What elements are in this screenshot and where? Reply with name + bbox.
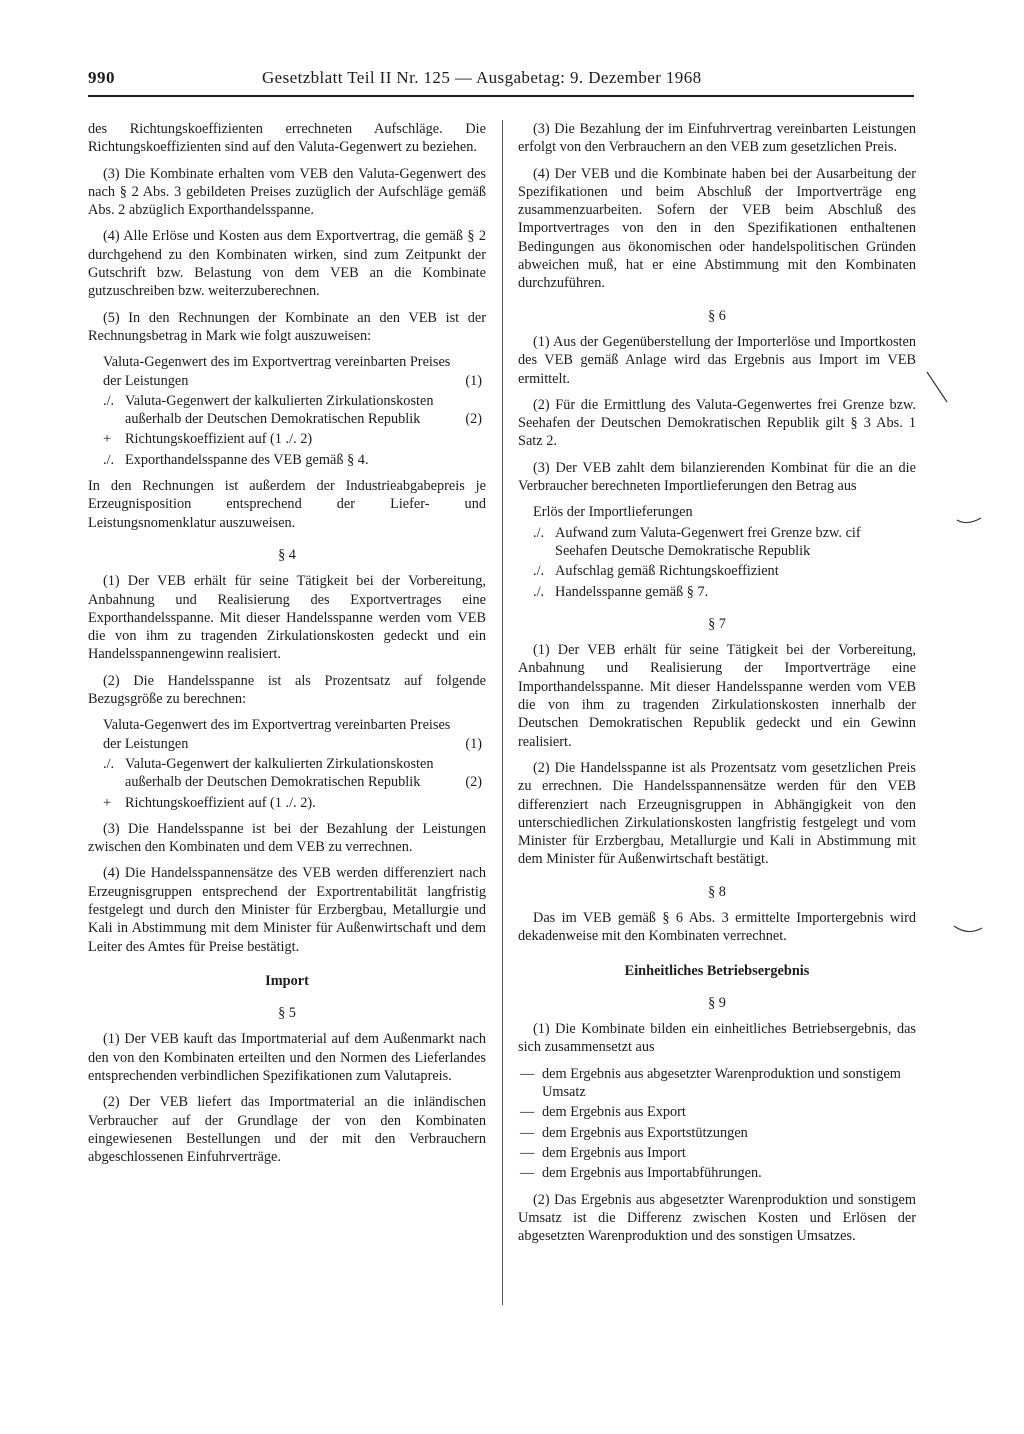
calc-text: Valuta-Gegenwert des im Exportvertrag vereinbarten Preises der Leistungen [103, 717, 451, 752]
calculation-scheme-1 [88, 353, 486, 469]
calc-operator: ./. [103, 392, 115, 409]
paragraph: (1) Aus der Gegenüberstellung der Importerlöse und Importkosten des VEB gemäß Anlage wird das Ergebnis aus Import im VEB ermittelt. [518, 333, 916, 387]
calc-line [533, 562, 916, 580]
calc-text: Valuta-Gegenwert der kalkulierten Zirkulationskosten außerhalb der Deutschen Demokratischen Republik [125, 392, 434, 428]
paragraph: (5) In den Rechnungen der Kombinate an den VEB ist der Rechnungsbetrag in Mark wie folgt auszuweisen: [88, 309, 486, 344]
calc-line [103, 353, 486, 390]
section-heading-4: § 4 [278, 546, 296, 563]
calc-text: Aufschlag gemäß Richtungskoeffizient [555, 563, 779, 580]
paragraph: (4) Der VEB und die Kombinate haben bei der Ausarbeitung der Spezifikationen und beim Abschluß der Importverträge eng zusammenzuarbeiten. Sofern der VEB beim Abschluß des Importvertrages von den in den Spezifikationen enthaltenen Bedingungen aus ökonomischen oder handelspolitischen Gründen abweichen muß, hat er eine Abstimmung mit den Kombinaten durchzuführen. [518, 165, 916, 292]
list-item-text: dem Ergebnis aus Export [542, 1104, 686, 1121]
calc-tag: (1) [465, 372, 482, 389]
calc-tag: (2) [465, 774, 482, 791]
list-item [518, 1124, 916, 1142]
margin-pencil-mark [925, 370, 951, 406]
right-column [518, 120, 916, 1253]
calc-line [533, 503, 916, 521]
calc-line [103, 716, 486, 753]
paragraph: (3) Der VEB zahlt dem bilanzierenden Kombinat für die an die Verbraucher berechneten Importlieferungen den Betrag aus [518, 459, 916, 495]
calc-line [533, 524, 916, 561]
calc-line [103, 451, 486, 469]
list-item-text: dem Ergebnis aus Exportstützungen [542, 1124, 748, 1141]
paragraph: (1) Der VEB erhält für seine Tätigkeit bei der Vorbereitung, Anbahnung und Realisierung der Importverträge eine Importhandelsspanne. Mit dieser Handelsspanne werden vom VEB die von ihm zu tragenden Zirkulationskosten innerhalb der Deutschen Demokratischen Republik gedeckt und ein Gewinn realisiert. [518, 642, 916, 750]
section-title-import: Import [265, 972, 309, 989]
dash-bullet: — [520, 1144, 535, 1161]
paragraph: des Richtungskoeffizienten errechneten Aufschläge. Die Richtungskoeffizienten sind auf den Valuta-Gegenwert zu beziehen. [88, 121, 486, 156]
paragraph: (4) Die Handelsspannensätze des VEB werden differenziert nach Erzeugnisgruppen entsprechend der Exportrentabilität langfristig festgelegt und durch den Minister für Erzbergbau, Metallurgie und Kali in Abstimmung mit dem Minister für Außenwirtschaft und dem Leiter des Amtes für Preise bestätigt. [88, 865, 486, 955]
list-item-text: dem Ergebnis aus Importabführungen. [542, 1165, 762, 1182]
paragraph: (3) Die Handelsspanne ist bei der Bezahlung der Leistungen zwischen den Kombinaten und dem VEB zu verrechnen. [88, 820, 486, 856]
paragraph: In den Rechnungen ist außerdem der Industrieabgabepreis je Erzeugnisposition entsprechend der Liefer- und Leistungsnomenklatur auszuweisen. [88, 478, 486, 531]
list-item-text: dem Ergebnis aus abgesetzter Warenproduktion und sonstigem Umsatz [542, 1065, 901, 1101]
list-item [518, 1065, 916, 1102]
calc-operator: + [103, 794, 112, 811]
calc-line [103, 755, 486, 792]
paragraph: (2) Das Ergebnis aus abgesetzter Warenproduktion und sonstigem Umsatz ist die Differenz zwischen Kosten und Erlösen der abgesetzten Warenproduktion und des sonstigen Umsatzes. [518, 1191, 916, 1245]
paragraph: (3) Die Kombinate erhalten vom VEB den Valuta-Gegenwert des nach § 2 Abs. 3 gebildeten Preises zuzüglich der Aufschläge gemäß Abs. 2 abzüglich Exporthandelsspanne. [88, 165, 486, 219]
list-item-text: dem Ergebnis aus Import [542, 1144, 686, 1161]
list-item [518, 1103, 916, 1121]
paragraph: (4) Alle Erlöse und Kosten aus dem Exportvertrag, die gemäß § 2 durchgehend zu den Kombinaten wirken, sind zum Zeitpunkt der Gutschrift bzw. Belastung von dem VEB an die Kombinate gutzuschreiben bzw. weiterzuberechnen. [88, 228, 486, 300]
margin-pencil-mark [952, 922, 986, 938]
calc-text: Handelsspanne gemäß § 7. [555, 583, 709, 600]
dash-bullet: — [520, 1104, 535, 1121]
section-heading-6: § 6 [708, 307, 726, 324]
list-item [518, 1144, 916, 1162]
paragraph: Das im VEB gemäß § 6 Abs. 3 ermittelte Importergebnis wird dekadenweise mit den Kombinaten verrechnet. [518, 909, 916, 945]
calc-line [103, 794, 486, 812]
paragraph: (1) Der VEB kauft das Importmaterial auf dem Außenmarkt nach den von den Kombinaten erteilten und den Normen des Lieferlandes entsprechenden verbindlichen Spezifikationen zum Valutapreis. [88, 1031, 486, 1085]
page-number: 990 [88, 68, 115, 87]
margin-pencil-mark [955, 512, 985, 528]
paragraph: (2) Der VEB liefert das Importmaterial an die inländischen Verbraucher auf der Grundlage der von den Kombinaten eingewiesenen Bestellungen und der mit den Verbrauchern abgeschlossenen Einfuhrverträge. [88, 1094, 486, 1166]
section-heading-7: § 7 [708, 615, 726, 632]
result-components-list [518, 1065, 916, 1183]
dash-bullet: — [520, 1165, 535, 1182]
paragraph: (1) Die Kombinate bilden ein einheitliches Betriebsergebnis, das sich zusammensetzt aus [518, 1021, 916, 1056]
calc-operator: ./. [533, 583, 545, 600]
calculation-scheme-3 [518, 503, 916, 600]
calc-text: Valuta-Gegenwert der kalkulierten Zirkulationskosten außerhalb der Deutschen Demokratischen Republik [125, 755, 434, 791]
left-column [88, 120, 486, 1175]
section-heading-9: § 9 [708, 994, 726, 1011]
calc-line [533, 583, 916, 601]
running-head: Gesetzblatt Teil II Nr. 125 — Ausgabetag: 9. Dezember 1968 [262, 68, 702, 87]
column-divider [502, 120, 503, 1305]
calc-text: Richtungskoeffizient auf (1 ./. 2) [125, 431, 313, 448]
paragraph: (3) Die Bezahlung der im Einfuhrvertrag vereinbarten Leistungen erfolgt von den Verbrauchern an den VEB zum gesetzlichen Preis. [518, 121, 916, 156]
header-rule [88, 95, 914, 97]
calc-operator: ./. [103, 451, 115, 468]
list-item [518, 1164, 916, 1182]
dash-bullet: — [520, 1124, 535, 1141]
paragraph: (1) Der VEB erhält für seine Tätigkeit bei der Vorbereitung, Anbahnung und Realisierung des Exportvertrages eine Exporthandelsspanne. Mit dieser Handelsspanne werden vom VEB die von ihm zu tragenden Zirkulationskosten gedeckt und ein Handelsspannengewinn realisiert. [88, 573, 486, 663]
paragraph: (2) Die Handelsspanne ist als Prozentsatz vom gesetzlichen Preis zu errechnen. Die Handelsspannensätze werden für den VEB differenziert nach Erzeugnisgruppen in Abhängigkeit von den unterschiedlichen Zirkulationskosten langfristig festgelegt und vom Minister für Erzbergbau, Metallurgie und Kali in Abstimmung mit dem Minister für Außenwirtschaft bestätigt. [518, 759, 916, 868]
section-title-betriebsergebnis: Einheitliches Betriebsergebnis [624, 962, 810, 979]
section-heading-5: § 5 [278, 1005, 296, 1022]
calculation-scheme-2 [88, 716, 486, 811]
dash-bullet: — [520, 1065, 535, 1082]
calc-operator: + [103, 431, 112, 448]
calc-line [103, 392, 486, 429]
calc-line [103, 430, 486, 448]
calc-tag: (2) [465, 411, 482, 428]
calc-operator: ./. [533, 524, 545, 541]
calc-text: Valuta-Gegenwert des im Exportvertrag vereinbarten Preises der Leistungen [103, 354, 451, 389]
calc-text: Exporthandelsspanne des VEB gemäß § 4. [125, 451, 369, 468]
calc-text: Erlös der Importlieferungen [533, 504, 693, 521]
calc-operator: ./. [103, 755, 115, 772]
calc-text: Richtungskoeffizient auf (1 ./. 2). [125, 794, 316, 811]
section-heading-8: § 8 [708, 883, 726, 900]
paragraph: (2) Die Handelsspanne ist als Prozentsatz auf folgende Bezugsgröße zu berechnen: [88, 672, 486, 708]
calc-tag: (1) [465, 735, 482, 752]
paragraph: (2) Für die Ermittlung des Valuta-Gegenwertes frei Grenze bzw. Seehafen der Deutschen Demokratischen Republik gilt § 3 Abs. 1 Satz 2. [518, 396, 916, 450]
calc-operator: ./. [533, 563, 545, 580]
calc-text: Aufwand zum Valuta-Gegenwert frei Grenze bzw. cif Seehafen Deutsche Demokratische Republik [555, 524, 861, 559]
